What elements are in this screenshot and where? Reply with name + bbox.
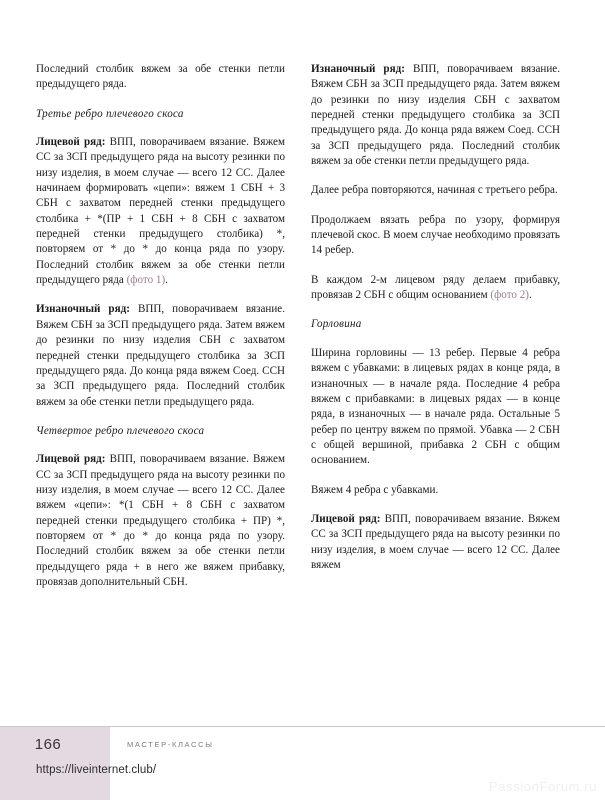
paragraph-back-row-third: [36, 302, 285, 409]
subheading-fourth-rib: Четвертое ребро плечевого скоса: [36, 424, 205, 437]
run-label-front-row: Лицевой ряд:: [36, 136, 106, 149]
paragraph-repeat-note: Далее ребра повторяются, начиная с третьего ребра.: [311, 184, 558, 197]
paragraph-front-row-neckline: [311, 512, 560, 573]
paragraph-neckline-width: Ширина горловины — 13 ребер. Первые 4 ребра вяжем с убавками: в лицевых рядах в конце ряда, в изнаночных — в начале ряда. Последние 4 ребра вяжем с прибавками: в лицевых рядах — в конце ряда, в изнаночных — в начале ряда. Остальные 5 ребер по центру вяжем по прямой. Убавка — 2 СБН с общей вершиной, прибавка 2 СБН с общим основанием.: [311, 346, 560, 467]
paragraph: Последний столбик вяжем за обе стенки петли предыдущего ряда.: [36, 63, 285, 91]
running-section-label: МАСТЕР-КЛАССЫ: [127, 740, 214, 749]
run-label-back-row: Изнаночный ряд:: [36, 303, 130, 316]
paragraph-text: ВПП, поворачиваем вязание. Вяжем СБН за ЗСП предыдущего ряда. Затем вяжем до резинки по низу изделия СБН с захватом передней стенки предыдущего столбика за ЗСП предыдущего ряда. До конца ряда вяжем Соед. ССН за ЗСП предыдущего ряда. Последний столбик вяжем за обе стенки петли предыдущего ряда.: [311, 63, 560, 168]
run-label-front-row: Лицевой ряд:: [311, 512, 381, 525]
paragraph-tail: .: [528, 289, 532, 302]
right-column: [311, 62, 560, 587]
paragraph-front-row-fourth: [36, 452, 285, 590]
paragraph-text: ВПП, поворачиваем вязание. Вяжем СБН за ЗСП предыдущего ряда. Затем вяжем до резинки по низу изделия СБН с захватом передней стенки предыдущего столбика за ЗСП предыдущего ряда. До конца ряда вяжем Соед. ССН за ЗСП предыдущего ряда. Последний столбик вяжем за обе стенки петли предыдущего ряда.: [36, 303, 285, 408]
photo-reference-2: (фото 2): [490, 289, 529, 302]
page-number: 166: [34, 736, 62, 753]
paragraph-shoulder-slope: Продолжаем вязать ребра по узору, формируя плечевой скос. В моем случае необходимо провязать 14 ребер.: [311, 213, 560, 257]
run-label-back-row: Изнаночный ряд:: [311, 63, 405, 75]
run-label-front-row: Лицевой ряд:: [36, 453, 106, 466]
subheading-third-rib: Третье ребро плечевого скоса: [36, 107, 184, 120]
paragraph-back-row-third-cont: [311, 62, 560, 169]
paragraph-text: ВПП, поворачиваем вязание. Вяжем СС за ЗСП предыдущего ряда на высоту резинки по низу изделия, в моем случае — всего 12 СС. Далее вяжем «цепи»: *(1 СБН + 8 СБН с захватом передней стенки предыдущего столбика + ПР) *, повторяем от * до * до конца ряда по узору. Последний столбик вяжем за обе стенки петли предыдущего ряда + в него же вяжем прибавку, провязав дополнительный СБН.: [36, 453, 285, 588]
source-url: https://liveinternet.club/: [36, 764, 157, 776]
paragraph-front-row-third: [36, 135, 285, 288]
paragraph-four-ribs-decrease: Вяжем 4 ребра с убавками.: [311, 483, 439, 496]
left-column: [36, 62, 285, 604]
photo-reference-1: (фото 1): [126, 274, 166, 287]
paragraph-increase-note: [311, 273, 560, 304]
two-column-layout: [36, 62, 569, 604]
paragraph-text: ВПП, поворачиваем вязание. Вяжем СС за ЗСП предыдущего ряда на высоту резинки по низу изделия, в моем случае — всего 12 СС. Далее вяжем: [311, 512, 560, 571]
paragraph-text: В каждом 2-м лицевом ряду делаем прибавку, провязав 2 СБН с общим основанием: [311, 273, 560, 302]
paragraph-text: ВПП, поворачиваем вязание. Вяжем СС за ЗСП предыдущего ряда на высоту резинки по низу изделия, в моем случае — всего 12 СС. Далее начинаем формировать «цепи»: вяжем 1 СБН + 3 СБН с захватом передней стенки предыдущего столбика + *(ПР + 1 СБН + 8 СБН с захватом передней стенки предыдущего столбика) *, повторяем от * до * до конца ряда по узору. Последний столбик вяжем за обе стенки петли предыдущего ряда: [36, 136, 285, 287]
paragraph-tail: .: [165, 274, 168, 287]
watermark-passionforum: PassionForum.ru: [489, 779, 597, 794]
subheading-neckline: Горловина: [311, 318, 362, 331]
